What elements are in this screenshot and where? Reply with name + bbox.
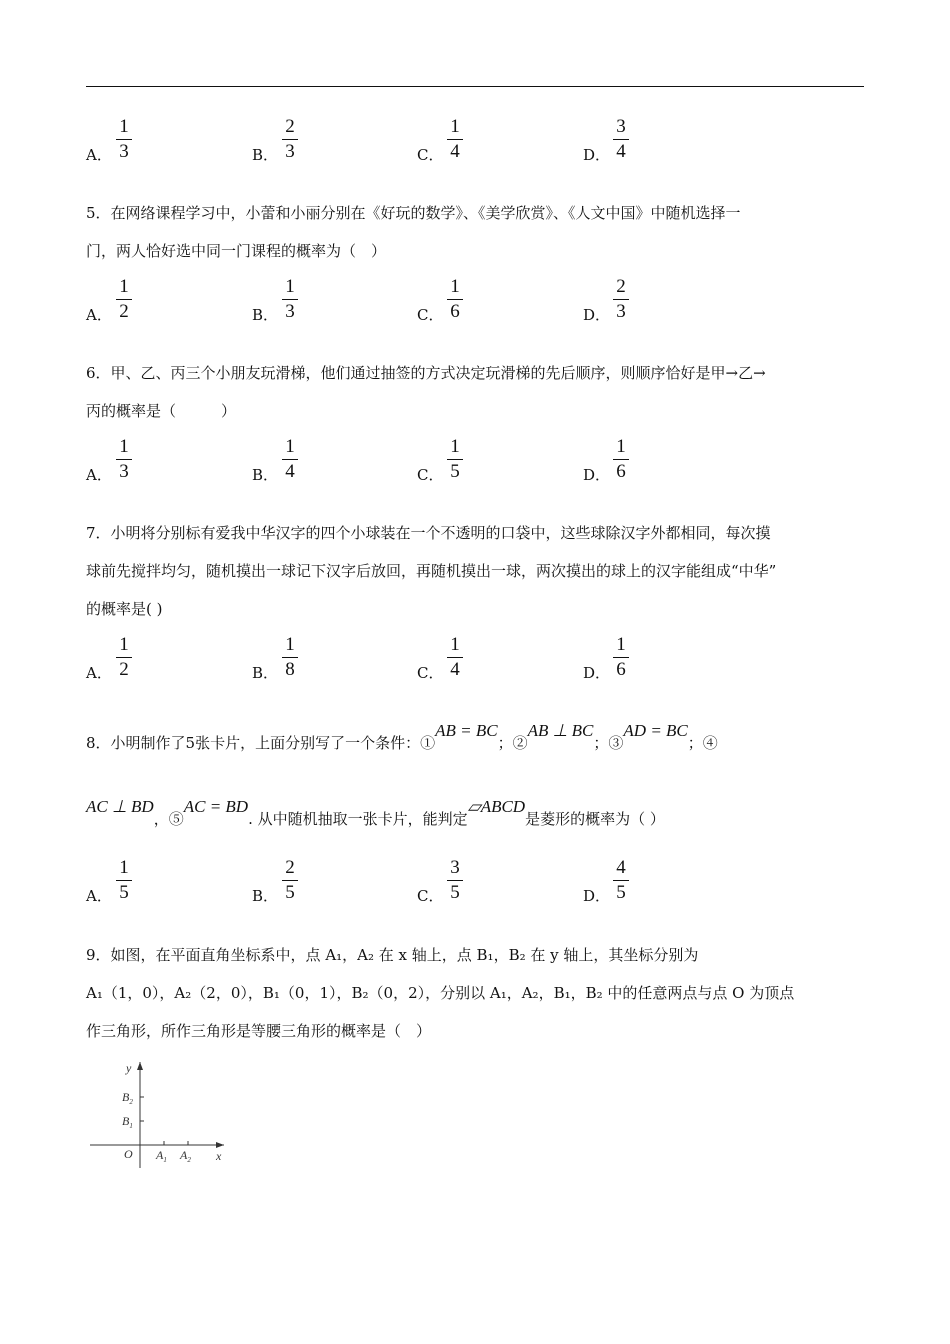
fraction: 1 5 bbox=[447, 436, 463, 483]
coordinate-graph bbox=[86, 1052, 246, 1172]
question-text: 6．甲、乙、丙三个小朋友玩滑梯，他们通过抽签的方式决定玩滑梯的先后顺序，则顺序恰好是甲→乙→ bbox=[86, 364, 766, 382]
question-line-1: 8．小明制作了5张卡片，上面分别写了一个条件：①AB = BC；②AB ⊥ BC；③AD = BC；④ bbox=[86, 721, 718, 752]
q6-options: A． 1 3 B． 1 4 C． 1 5 D． 1 6 bbox=[86, 436, 866, 486]
question-8-cont bbox=[86, 797, 866, 838]
b1-label: $B_1$ bbox=[122, 1114, 133, 1130]
fraction: 1 3 bbox=[116, 436, 132, 483]
question-text: 门，两人恰好选中同一门课程的概率为（ ） bbox=[86, 242, 387, 260]
fraction: 1 2 bbox=[116, 276, 132, 323]
q8-options: A． 1 5 B． 2 5 C． 3 5 D． 4 5 bbox=[86, 857, 866, 907]
x-arrow-icon bbox=[216, 1142, 224, 1148]
header-rule bbox=[86, 86, 864, 87]
question-text: A₁（1，0），A₂（2，0），B₁（0，1），B₂（0，2），分别以 A₁，A₂，B₁，B₂ 中的任意两点与点 O 为顶点 bbox=[86, 984, 795, 1002]
fraction: 1 6 bbox=[447, 276, 463, 323]
parallelogram-abcd: ▱ABCD bbox=[467, 797, 526, 816]
b2-label: $B_2$ bbox=[122, 1090, 133, 1106]
fraction: 1 5 bbox=[116, 857, 132, 904]
question-text: 丙的概率是（ ） bbox=[86, 402, 237, 420]
a2-label: $A_2$ bbox=[180, 1148, 191, 1164]
question-5 bbox=[86, 194, 866, 270]
question-text: 的概率是( ) bbox=[86, 600, 163, 618]
question-7 bbox=[86, 514, 866, 628]
fraction: 2 3 bbox=[613, 276, 629, 323]
y-arrow-icon bbox=[137, 1062, 143, 1070]
x-label: x bbox=[216, 1149, 222, 1163]
fraction: 1 6 bbox=[613, 436, 629, 483]
fraction: 1 6 bbox=[613, 634, 629, 681]
condition-4: AC ⊥ BD bbox=[86, 797, 154, 816]
condition-3: AD = BC bbox=[623, 721, 688, 740]
a1-label: $A_1$ bbox=[156, 1148, 167, 1164]
question-text: 9．如图，在平面直角坐标系中，点 A₁，A₂ 在 x 轴上，点 B₁，B₂ 在 y 轴上，其坐标分别为 bbox=[86, 946, 699, 964]
question-9 bbox=[86, 936, 866, 1050]
fraction: 3 5 bbox=[447, 857, 463, 904]
fraction: 1 4 bbox=[447, 116, 463, 163]
q4-options: A． 1 3 B． 2 3 C． 1 4 D． 3 4 bbox=[86, 116, 866, 166]
fraction: 2 3 bbox=[282, 116, 298, 163]
fraction: 1 8 bbox=[282, 634, 298, 681]
condition-5: AC = BD bbox=[183, 797, 249, 816]
question-8 bbox=[86, 721, 866, 762]
question-text: 5．在网络课程学习中，小蕾和小丽分别在《好玩的数学》、《美学欣赏》、《人文中国》中随机选择一 bbox=[86, 204, 741, 222]
fraction: 1 4 bbox=[282, 436, 298, 483]
question-text: 7．小明将分别标有爱我中华汉字的四个小球装在一个不透明的口袋中，这些球除汉字外都相同，每次摸 bbox=[86, 524, 771, 542]
q5-options: A． 1 2 B． 1 3 C． 1 6 D． 2 3 bbox=[86, 276, 866, 326]
fraction: 4 5 bbox=[613, 857, 629, 904]
condition-1: AB = BC bbox=[435, 721, 498, 740]
question-6 bbox=[86, 354, 866, 430]
question-line-2: AC ⊥ BD，⑤AC = BD. 从中随机抽取一张卡片，能判定▱ABCD是菱形的概率为（ ） bbox=[86, 797, 665, 828]
y-label: y bbox=[126, 1061, 132, 1075]
fraction: 1 3 bbox=[116, 116, 132, 163]
fraction: 1 4 bbox=[447, 634, 463, 681]
condition-2: AB ⊥ BC bbox=[527, 721, 594, 740]
fraction: 1 3 bbox=[282, 276, 298, 323]
question-text: 作三角形，所作三角形是等腰三角形的概率是（ ） bbox=[86, 1022, 432, 1040]
fraction: 1 2 bbox=[116, 634, 132, 681]
q7-options: A． 1 2 B． 1 8 C． 1 4 D． 1 6 bbox=[86, 634, 866, 684]
fraction: 3 4 bbox=[613, 116, 629, 163]
origin-label: O bbox=[124, 1147, 133, 1161]
fraction: 2 5 bbox=[282, 857, 298, 904]
question-text: 球前先搅拌均匀，随机摸出一球记下汉字后放回，再随机摸出一球，两次摸出的球上的汉字能组成“中华” bbox=[86, 562, 777, 580]
